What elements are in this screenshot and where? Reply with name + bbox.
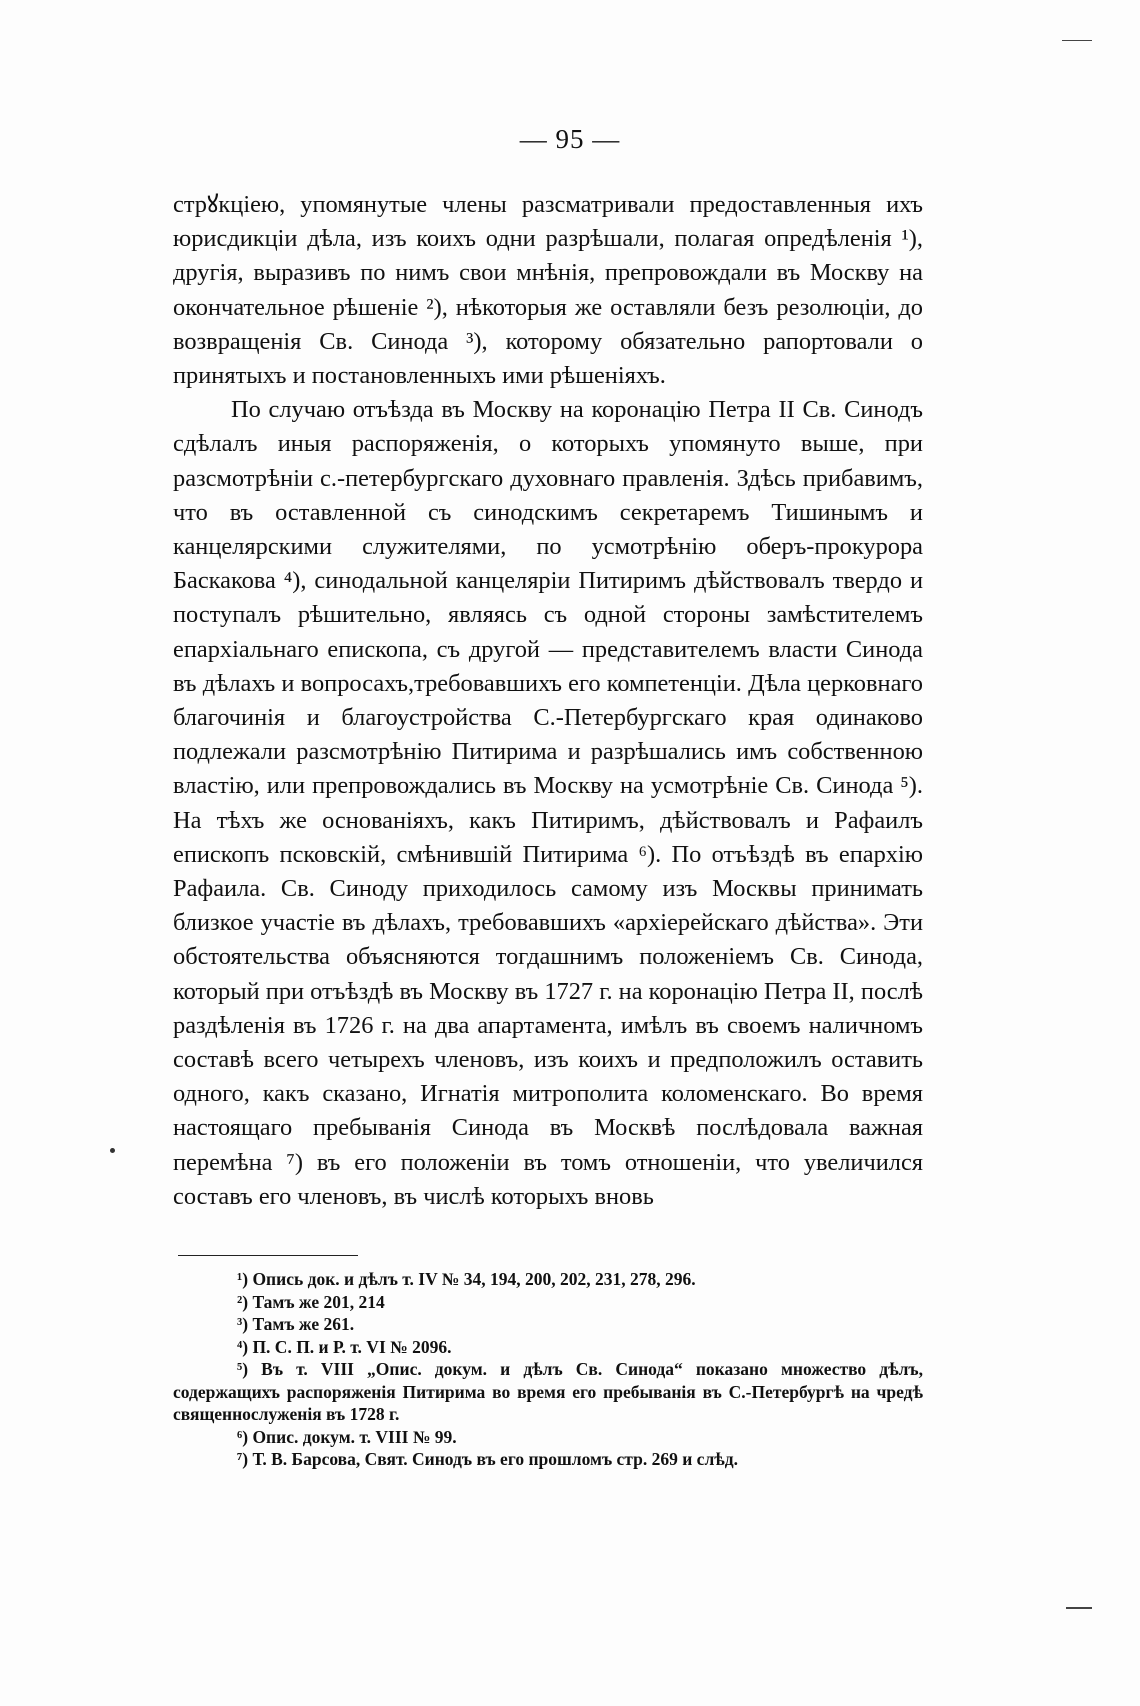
scan-edge-mark (1066, 1607, 1092, 1609)
scan-edge-mark (1062, 40, 1092, 41)
footnote-6: ⁶) Опис. докум. т. VIII № 99. (237, 1426, 457, 1447)
footnote-5: ⁵) Въ т. VIII „Опис. докум. и дѣлъ Св. Синода“ показано множество дѣлъ, содержащихъ распоряженія Питирима во время его пребыванія въ С.-Петербургѣ на чредѣ священнослуженія въ 1728 г. (173, 1359, 923, 1424)
footnotes (173, 1268, 923, 1471)
footnote-4: ⁴) П. С. П. и Р. т. VI № 2096. (237, 1336, 452, 1357)
body-text (173, 188, 923, 1214)
paragraph-2: По случаю отъѣзда въ Москву на коронацію Петра II Св. Синодъ сдѣлалъ иныя распоряженія, о которыхъ упомянуто выше, при разсмотрѣніи с.-петербургскаго духовнаго правленія. Здѣсь прибавимъ, что въ оставленной съ синодскимъ секретаремъ Тишинымъ и канцелярскими служителями, по усмотрѣнію оберъ-прокурора Баскакова ⁴), синодальной канцеляріи Питиримъ дѣйствовалъ твердо и поступалъ рѣшительно, являясь съ одной стороны замѣстителемъ епархіальнаго епископа, съ другой — представителемъ власти Синода въ дѣлахъ и вопросахъ,требовавшихъ его компетенціи. Дѣла церковнаго благочинія и благоустройства С.-Петербургскаго края одинаково подлежали разсмотрѣнію Питирима и разрѣшались имъ собственною властію, или препровождались въ Москву на усмотрѣніе Св. Синода ⁵). На тѣхъ же основаніяхъ, какъ Питиримъ, дѣйствовалъ и Рафаилъ епископъ псковскій, смѣнившій Питирима ⁶). По отъѣздѣ въ епархію Рафаила. Св. Синоду приходилось самому изъ Москвы принимать близкое участіе въ дѣлахъ, требовавшихъ «архіерейскаго дѣйства». Эти обстоятельства объясняются тогдашнимъ положеніемъ Св. Синода, который при отъѣздѣ въ Москву въ 1727 г. на коронацію Петра II, послѣ раздѣленія въ 1726 г. на два апартамента, имѣлъ въ своемъ наличномъ составѣ всего четырехъ членовъ, изъ коихъ и предположилъ оставить одного, какъ сказано, Игнатія митрополита коломенскаго. Во время настоящаго пребыванія Синода въ Москвѣ послѣдовала важная перемѣна ⁷) въ его положеніи въ томъ отношеніи, что увеличился составъ его членовъ, въ числѣ которыхъ вновь (173, 396, 923, 1210)
scan-speck (110, 1148, 115, 1153)
footnote-2: ²) Тамъ же 201, 214 (237, 1291, 385, 1312)
footnote-1: ¹) Опись док. и дѣлъ т. IV № 34, 194, 200, 202, 231, 278, 296. (237, 1269, 696, 1289)
paragraph-1: стрꙋкціею, упомянутые члены разсматривали предоставленныя ихъ юрисдикціи дѣла, изъ коихъ одни разрѣшали, полагая опредѣленія ¹), другія, выразивъ по нимъ свои мнѣнія, препровождали въ Москву на окончательное рѣшеніе ²), нѣкоторыя же оставляли безъ резолюціи, до возвращенія Св. Синода ³), которому обязательно рапортовали о принятыхъ и постановленныхъ ими рѣшеніяхъ. (173, 191, 923, 390)
footnote-separator (178, 1255, 358, 1256)
page-number: — 95 — (519, 124, 621, 154)
footnote-3: ³) Тамъ же 261. (237, 1314, 355, 1334)
footnote-7: ⁷) Т. В. Барсова, Свят. Синодъ въ его прошломъ стр. 269 и слѣд. (237, 1449, 738, 1469)
